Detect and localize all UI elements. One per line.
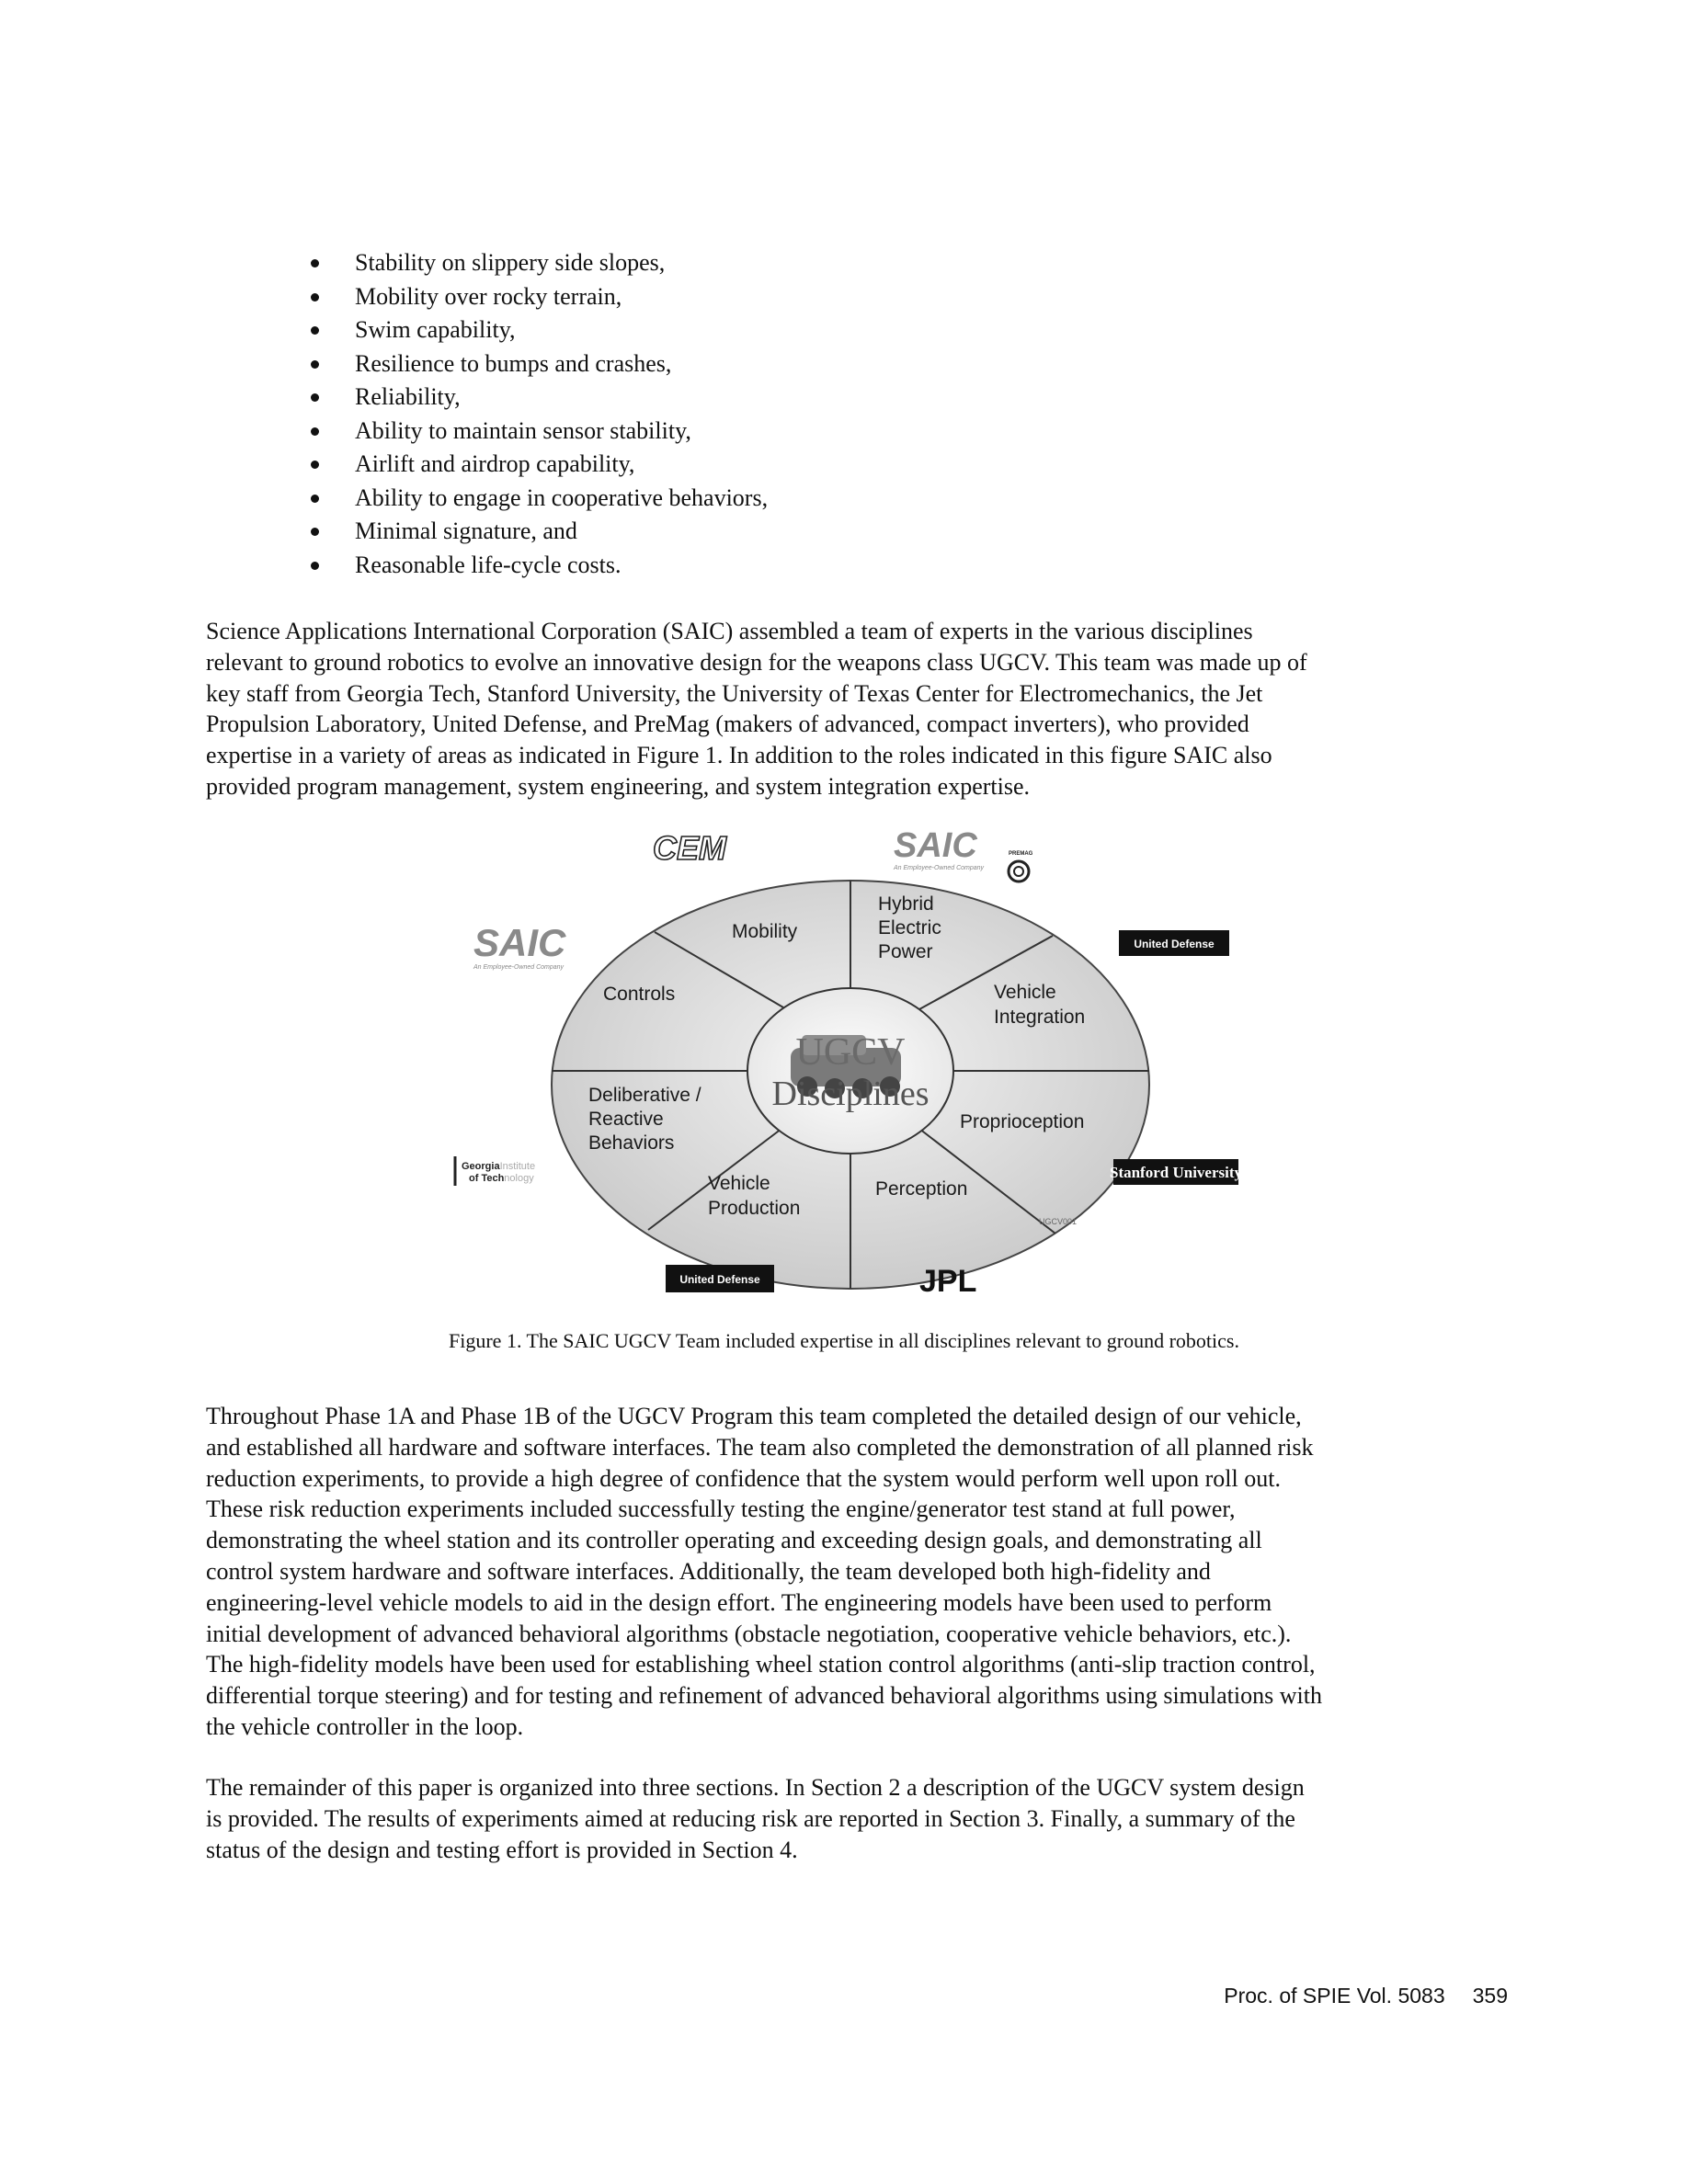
text-line: demonstrating the wheel station and its controller operating and exceeding design goals, and demonstrating all — [206, 1527, 1262, 1554]
segment-vehicle-integration-line2: Integration — [994, 1007, 1086, 1028]
text-line: The high-fidelity models have been used for establishing wheel station control algorithms (anti-slip traction control, — [206, 1651, 1316, 1678]
saic-logo-left — [473, 921, 566, 971]
text-line: Throughout Phase 1A and Phase 1B of the UGCV Program this team completed the detailed design of our vehicle, — [206, 1403, 1302, 1429]
bullet-icon — [311, 360, 319, 369]
svg-text:United Defense: United Defense — [679, 1273, 760, 1286]
list-item: Mobility over rocky terrain, — [303, 280, 768, 314]
text-line: engineering-level vehicle models to aid in the design effort. The engineering models have been used to perform — [206, 1588, 1272, 1616]
paragraph-organization — [206, 1772, 1511, 1865]
segment-deliberative-line1: Deliberative / — [588, 1085, 701, 1106]
figure-ugcv-disciplines — [441, 818, 1269, 1310]
segment-hybrid-line3: Power — [878, 941, 933, 962]
text-line: key staff from Georgia Tech, Stanford University, the University of Texas Center for Electromechanics, the Jet — [206, 679, 1263, 707]
list-item: Swim capability, — [303, 313, 768, 347]
segment-deliberative-line3: Behaviors — [588, 1132, 675, 1154]
bullet-icon — [311, 461, 319, 469]
text-line: is provided. The results of experiments aimed at reducing risk are reported in Section 3. Finally, a summary of the — [206, 1804, 1295, 1832]
figure-caption: Figure 1. The SAIC UGCV Team included expertise in all disciplines relevant to ground robotics. — [449, 1329, 1239, 1352]
paragraph-phase-summary — [206, 1401, 1511, 1743]
bullet-icon — [311, 495, 319, 503]
text-line: the vehicle controller in the loop. — [206, 1712, 524, 1740]
segment-perception: Perception — [875, 1178, 968, 1200]
text-line: initial development of advanced behavioral algorithms (obstacle negotiation, cooperative vehicle behaviors, etc.). — [206, 1620, 1292, 1647]
page-number: 359 — [1472, 1984, 1508, 2008]
text-line: and established all hardware and software interfaces. The team also completed the demonstration of all planned risk — [206, 1433, 1314, 1461]
svg-text:CEM: CEM — [653, 829, 726, 867]
text-line: The remainder of this paper is organized into three sections. In Section 2 a description of the UGCV system design — [206, 1774, 1305, 1801]
list-item: Resilience to bumps and crashes, — [303, 347, 768, 381]
svg-text:of Technology: of Technology — [469, 1173, 534, 1184]
list-item: Airlift and airdrop capability, — [303, 448, 768, 482]
bullet-icon — [311, 293, 319, 301]
stanford-logo — [1110, 1159, 1243, 1185]
segment-hybrid-line2: Electric — [878, 917, 941, 938]
text-line: status of the design and testing effort is provided in Section 4. — [206, 1836, 798, 1863]
svg-text:An Employee-Owned Company: An Employee-Owned Company — [473, 964, 565, 971]
bullet-icon — [311, 393, 319, 402]
segment-vehicle-integration-line1: Vehicle — [994, 982, 1056, 1003]
paragraph-team — [206, 616, 1511, 802]
svg-text:PREMAG: PREMAG — [1009, 851, 1033, 857]
premag-logo — [1009, 851, 1033, 882]
segment-hybrid-line1: Hybrid — [878, 893, 934, 915]
cem-logo — [653, 829, 727, 867]
proceedings-reference: Proc. of SPIE Vol. 5083 — [1224, 1984, 1445, 2008]
list-item: Ability to engage in cooperative behaviors, — [303, 482, 768, 516]
figure-id: UGCV001 — [1039, 1217, 1078, 1226]
bullet-icon — [311, 427, 319, 436]
svg-text:JPL: JPL — [919, 1264, 977, 1299]
disciplines-diagram — [441, 818, 1269, 1310]
georgia-tech-logo — [455, 1156, 535, 1186]
united-defense-logo-right — [1119, 930, 1229, 956]
segment-vehicle-production-line2: Production — [708, 1198, 801, 1219]
united-defense-logo-bottom — [666, 1265, 774, 1292]
text-line: provided program management, system engineering, and system integration expertise. — [206, 772, 1031, 800]
svg-text:Stanford University: Stanford University — [1109, 1164, 1243, 1181]
list-item: Ability to maintain sensor stability, — [303, 415, 768, 449]
text-line: expertise in a variety of areas as indicated in Figure 1. In addition to the roles indicated in this figure SAIC also — [206, 742, 1272, 769]
segment-vehicle-production-line1: Vehicle — [708, 1173, 770, 1194]
svg-text:SAIC: SAIC — [473, 921, 566, 964]
center-title-line2: Disciplines — [771, 1075, 930, 1113]
list-item: Stability on slippery side slopes, — [303, 246, 768, 280]
jpl-logo — [919, 1264, 976, 1299]
segment-deliberative-line2: Reactive — [588, 1109, 664, 1130]
center-title-line1: UGCV — [795, 1031, 906, 1074]
saic-logo-top — [893, 826, 985, 871]
bullet-icon — [311, 326, 319, 335]
bullet-icon — [311, 562, 319, 570]
list-item: Minimal signature, and — [303, 515, 768, 549]
segment-mobility: Mobility — [732, 921, 798, 942]
text-line: differential torque steering) and for testing and refinement of advanced behavioral algorithms using simulations with — [206, 1682, 1322, 1710]
text-line: reduction experiments, to provide a high degree of confidence that the system would perform well upon roll out. — [206, 1464, 1281, 1492]
requirements-list — [303, 246, 768, 582]
text-line: control system hardware and software interfaces. Additionally, the team developed both high-fidelity and — [206, 1557, 1211, 1585]
list-item: Reliability, — [303, 381, 768, 415]
bullet-icon — [311, 259, 319, 267]
segment-controls: Controls — [603, 984, 676, 1005]
page-footer — [1224, 1984, 1508, 2008]
svg-text:United Defense: United Defense — [1134, 938, 1215, 950]
text-line: relevant to ground robotics to evolve an innovative design for the weapons class UGCV. This team was made up of — [206, 648, 1307, 676]
bullet-icon — [311, 528, 319, 536]
text-line: These risk reduction experiments included successfully testing the engine/generator test stand at full power, — [206, 1496, 1236, 1523]
text-line: Propulsion Laboratory, United Defense, and PreMag (makers of advanced, compact inverters), who provided — [206, 711, 1249, 738]
segment-proprioception: Proprioception — [960, 1111, 1085, 1132]
svg-text:GeorgiaInstitute: GeorgiaInstitute — [462, 1161, 536, 1172]
list-item: Reasonable life-cycle costs. — [303, 549, 768, 583]
svg-text:An Employee-Owned Company: An Employee-Owned Company — [894, 865, 985, 871]
text-line: Science Applications International Corporation (SAIC) assembled a team of experts in the various disciplines — [206, 618, 1253, 644]
svg-text:SAIC: SAIC — [894, 826, 977, 865]
